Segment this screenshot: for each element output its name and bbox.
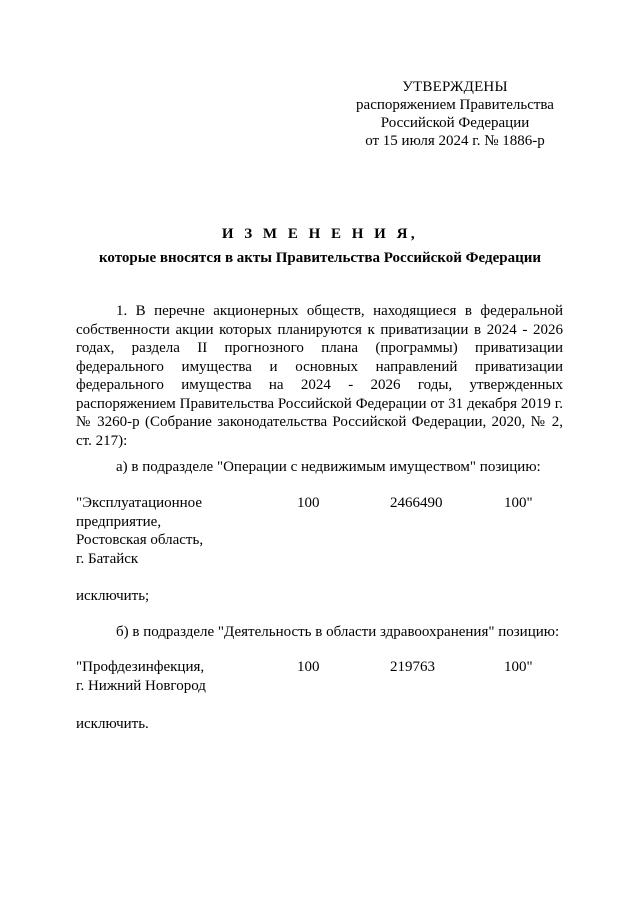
position-b-col2: 219763 (390, 659, 435, 675)
position-b-name-line: "Профдезинфекция, (76, 659, 205, 675)
exclude-a-text: исключить; (76, 588, 150, 604)
position-a-name-line: "Эксплуатационное (76, 495, 203, 511)
approval-authority: Российской Федерации (380, 115, 530, 131)
document-subtitle: которые вносятся в акты Правительства Российской Федерации (98, 250, 542, 266)
document-title: И З М Е Н Е Н И Я, (221, 226, 419, 242)
item-b-text: б) в подразделе "Деятельность в области здравоохранения" позицию: (116, 624, 560, 640)
approval-block (340, 78, 570, 150)
position-b-col3: 100" (504, 659, 533, 675)
position-b-col1: 100 (297, 659, 320, 675)
position-a-name (76, 494, 276, 568)
position-a-col1: 100 (297, 495, 320, 511)
item-a-text: а) в подразделе "Операции с недвижимым имуществом" позицию: (116, 459, 541, 475)
approval-date-number: от 15 июля 2024 г. № 1886-р (365, 133, 545, 149)
position-a-name-line: г. Батайск (76, 550, 139, 567)
exclude-b-text: исключить. (76, 716, 149, 732)
position-a-col2: 2466490 (390, 495, 443, 511)
paragraph-1-text: 1. В перечне акционерных обществ, находящиеся в федеральной собственности акции которых планируются к приватизации в 2024 - 2026 годах, раздела II прогнозного плана (программы) приватизации федерального имущества и основных направлений приватизации федерального имущества на 2024 - 2026 годы, утвержденных распоряжением Правительства Российской Федерации от 31 декабря 2019 г. № 3260-р (Собрание законодательства Российской Федерации, 2020, № 2, ст. 217): (76, 303, 563, 449)
position-a-col3: 100" (504, 495, 533, 511)
position-b-name (76, 658, 276, 695)
approval-by: распоряжением Правительства (356, 97, 554, 113)
approval-stamp: УТВЕРЖДЕНЫ (402, 79, 508, 95)
position-a-name-line: Ростовская область, (76, 532, 204, 548)
position-b-name-line: г. Нижний Новгород (76, 677, 206, 694)
paragraph-1 (76, 302, 563, 450)
position-a-name-line: предприятие, (76, 513, 162, 530)
